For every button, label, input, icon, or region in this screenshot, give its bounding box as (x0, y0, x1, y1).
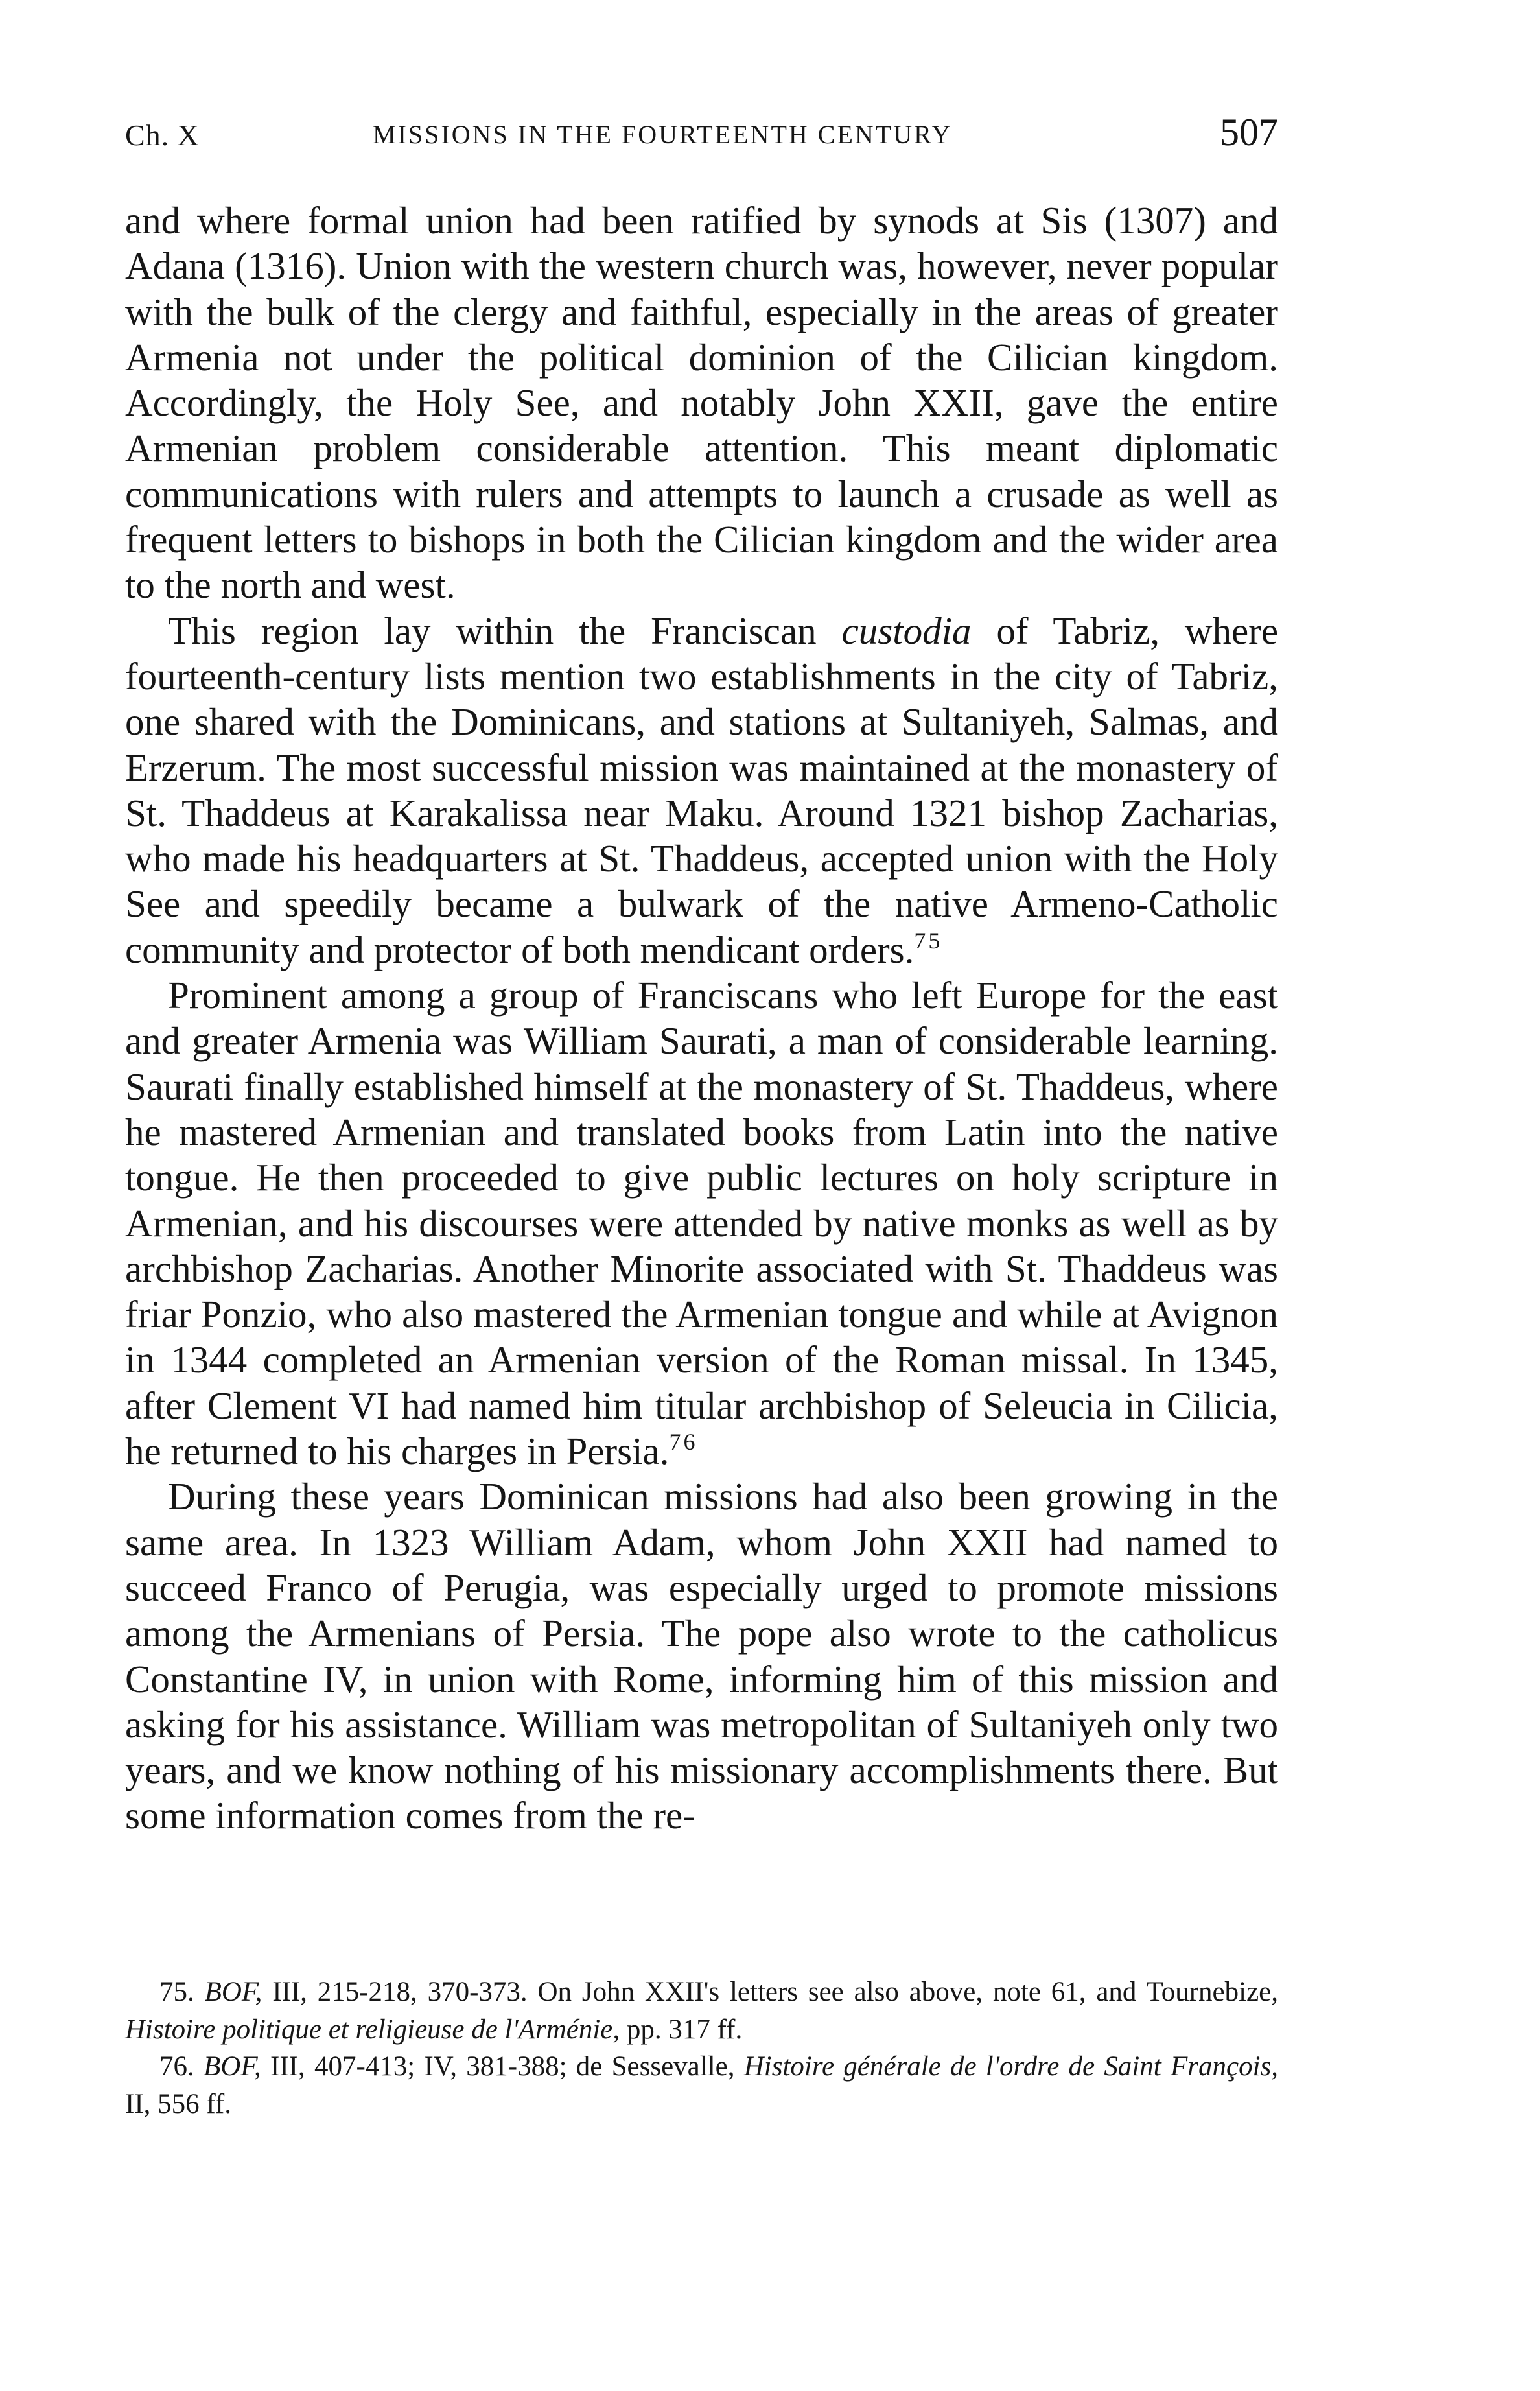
footnote-76 (125, 2048, 1278, 2123)
footnotes (125, 1973, 1278, 2123)
footnote-text-end: II, 556 ff. (125, 2088, 232, 2119)
footnote-book-title: Histoire générale de l'ordre de Saint François, (743, 2051, 1279, 2082)
page-number: 507 (1220, 111, 1278, 154)
footnote-number: 75. (159, 1977, 194, 2007)
footnote-text: III, 215-218, 370-373. On John XXII's letters see also above, note 61, and Tournebize, (262, 1977, 1278, 2007)
chapter-label: Ch. X (125, 119, 200, 152)
footnote-ref-75[interactable]: 75 (914, 927, 943, 954)
paragraph-4-text: During these years Dominican missions had also been growing in the same area. In 1323 William Adam, whom John XXII had named to succeed Franco of Perugia, was especially urged to promote missions among the Armenians of Persia. The pope also wrote to the catholicus Constantine IV, in union with Rome, informing him of this mission and asking for his assistance. William was metropolitan of Sultaniyeh only two years, and we know nothing of his missionary accomplishments there. But some information comes from the re- (125, 1475, 1278, 1837)
paragraph-2-text-start: This region lay within the Franciscan (168, 609, 842, 652)
footnote-75 (125, 1973, 1278, 2048)
footnote-text: III, 407-413; IV, 381-388; de Sessevalle, (261, 2051, 744, 2082)
footnote-number: 76. (159, 2051, 194, 2082)
footnote-text-end: pp. 317 ff. (620, 2014, 743, 2045)
footnote-book-title: Histoire politique et religieuse de l'Arménie, (125, 2014, 620, 2045)
paragraph-2 (125, 608, 1278, 972)
paragraph-1-text: and where formal union had been ratified by synods at Sis (1307) and Adana (1316). Union with the western church was, however, never popular with the bulk of the clergy and faithful, especially in the areas of greater Armenia not under the political dominion of the Cilician kingdom. Accordingly, the Holy See, and notably John XXII, gave the entire Armenian problem considerable attention. This meant diplomatic communications with rulers and attempts to launch a crusade as well as frequent letters to bishops in both the Cilician kingdom and the wider area to the north and west. (125, 199, 1278, 607)
paragraph-3-text: Prominent among a group of Franciscans who left Europe for the east and greater Armenia was William Saurati, a man of considerable learning. Saurati finally established himself at the monastery of St. Thaddeus, where he mastered Armenian and translated books from Latin into the native tongue. He then proceeded to give public lectures on holy scripture in Armenian, and his discourses were attended by native monks as well as by archbishop Zacharias. Another Minorite associated with St. Thaddeus was friar Ponzio, who also mastered the Armenian tongue and while at Avignon in 1344 completed an Armenian version of the Roman missal. In 1345, after Clement VI had named him titular archbishop of Seleucia in Cilicia, he returned to his charges in Persia. (125, 974, 1278, 1473)
footnote-source-abbrev: BOF, (204, 1977, 262, 2007)
paragraph-2-text-end: of Tabriz, where fourteenth-century lists mention two establishments in the city of Tabriz, one shared with the Dominicans, and stations at Sultaniyeh, Salmas, and Erzerum. The most successful mission was maintained at the monastery of St. Thaddeus at Karakalissa near Maku. Around 1321 bishop Zacharias, who made his headquarters at St. Thaddeus, accepted union with the Holy See and speedily became a bulwark of the native Armeno-Catholic community and protector of both mendicant orders. (125, 609, 1279, 971)
footnote-ref-76[interactable]: 76 (669, 1429, 698, 1455)
paragraph-4 (125, 1474, 1278, 1838)
italic-term-custodia: custodia (841, 609, 972, 652)
paragraph-3 (125, 972, 1278, 1474)
footnote-source-abbrev: BOF, (204, 2051, 261, 2082)
chapter-title: MISSIONS IN THE FOURTEENTH CENTURY (373, 120, 953, 149)
running-header (125, 110, 1278, 162)
main-text (125, 198, 1278, 1839)
paragraph-1 (125, 198, 1278, 608)
